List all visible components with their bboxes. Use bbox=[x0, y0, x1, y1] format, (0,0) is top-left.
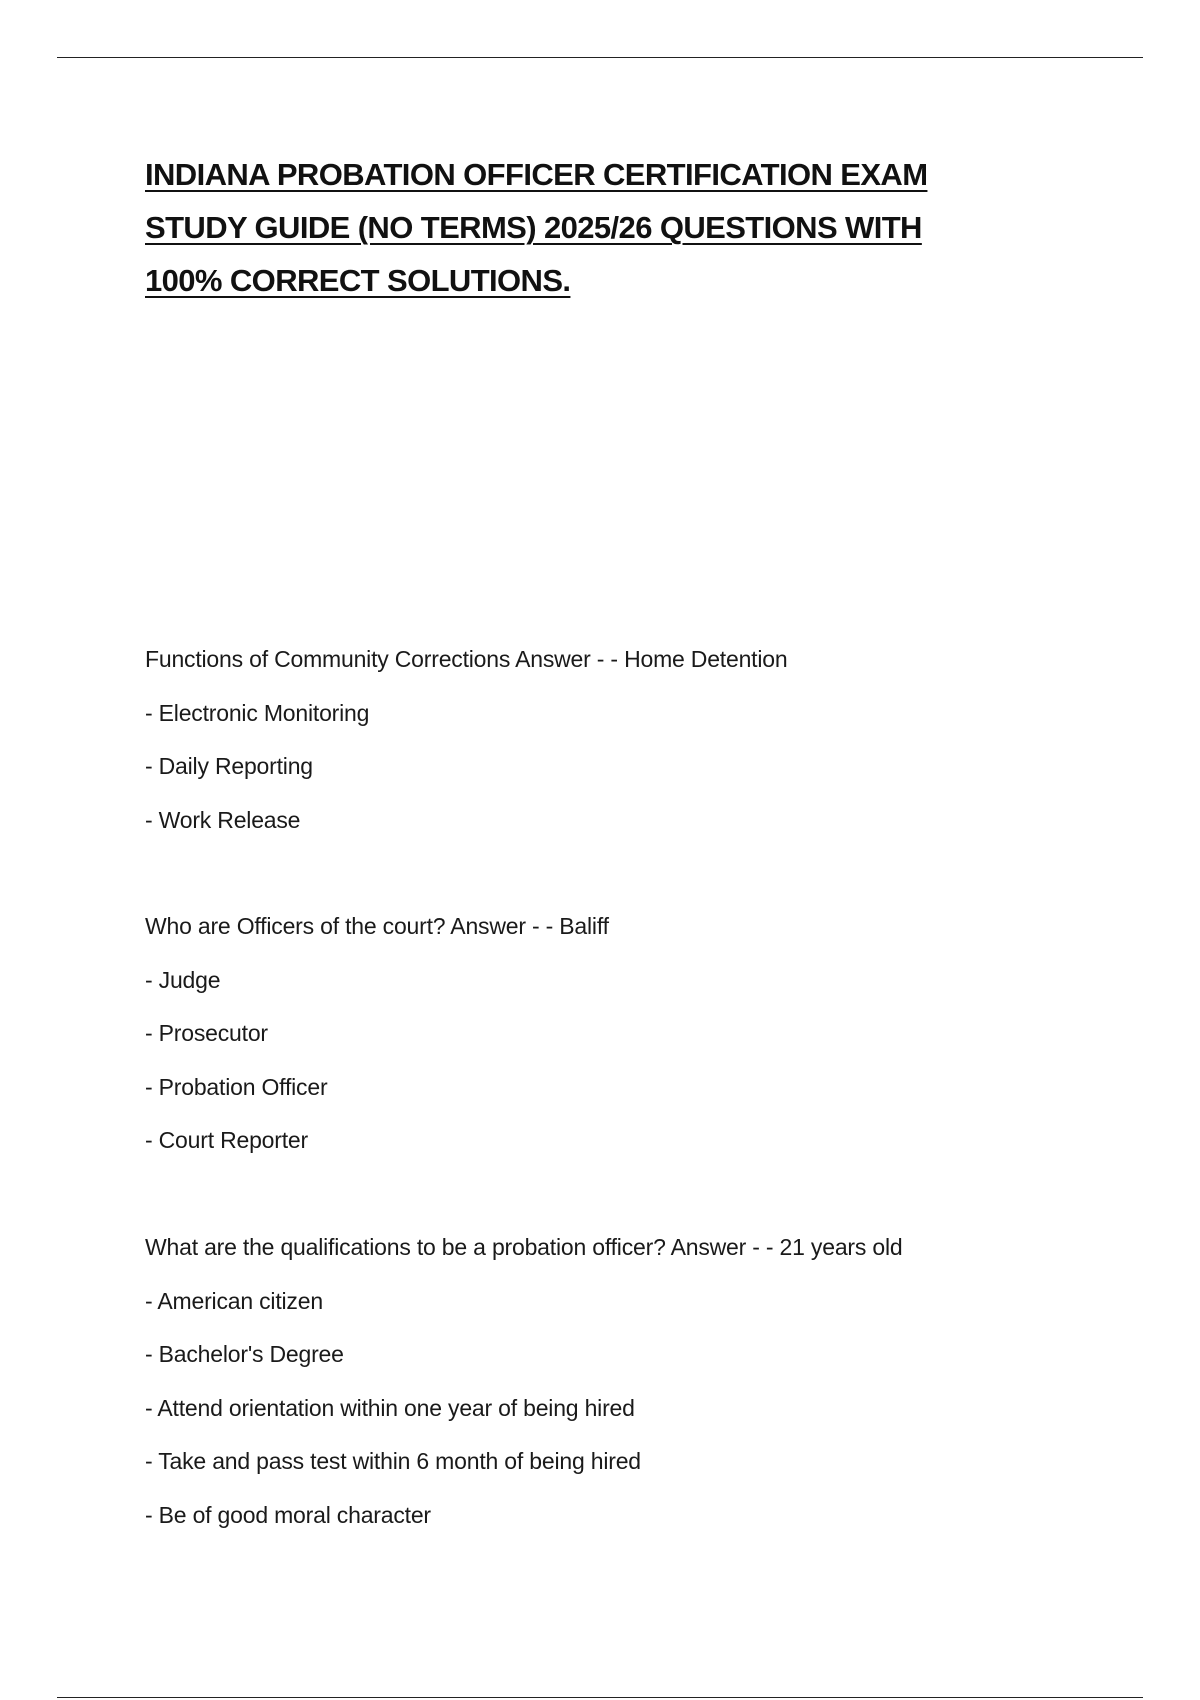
question-text: Functions of Community Corrections Answer - - Home Detention bbox=[145, 646, 788, 672]
answer-item: - Bachelor's Degree bbox=[145, 1341, 344, 1367]
document-title bbox=[145, 148, 1085, 307]
title-line: 100% CORRECT SOLUTIONS. bbox=[145, 263, 571, 298]
header-rule bbox=[57, 57, 1143, 58]
answer-item: - Prosecutor bbox=[145, 1020, 268, 1046]
answer-item: - Court Reporter bbox=[145, 1127, 308, 1153]
title-line: INDIANA PROBATION OFFICER CERTIFICATION EXAM bbox=[145, 157, 928, 192]
answer-item: - Take and pass test within 6 month of being hired bbox=[145, 1448, 641, 1474]
answer-item: - Electronic Monitoring bbox=[145, 699, 370, 726]
qa-block-qualifications bbox=[145, 1221, 1085, 1542]
answer-item: - Be of good moral character bbox=[145, 1501, 431, 1528]
qa-block-community-corrections bbox=[145, 633, 1085, 847]
qa-block-officers-of-court bbox=[145, 900, 1085, 1168]
answer-item: - Attend orientation within one year of being hired bbox=[145, 1394, 635, 1421]
answer-item: - Work Release bbox=[145, 806, 301, 833]
answer-item: - Judge bbox=[145, 966, 221, 993]
answer-item: - American citizen bbox=[145, 1287, 323, 1314]
footer-rule bbox=[57, 1697, 1143, 1698]
answer-item: - Probation Officer bbox=[145, 1073, 328, 1100]
question-text: What are the qualifications to be a probation officer? Answer - - 21 years old bbox=[145, 1234, 903, 1260]
question-text: Who are Officers of the court? Answer - - Baliff bbox=[145, 913, 609, 939]
title-line: STUDY GUIDE (NO TERMS) 2025/26 QUESTIONS WITH bbox=[145, 210, 922, 245]
answer-item: - Daily Reporting bbox=[145, 753, 313, 779]
